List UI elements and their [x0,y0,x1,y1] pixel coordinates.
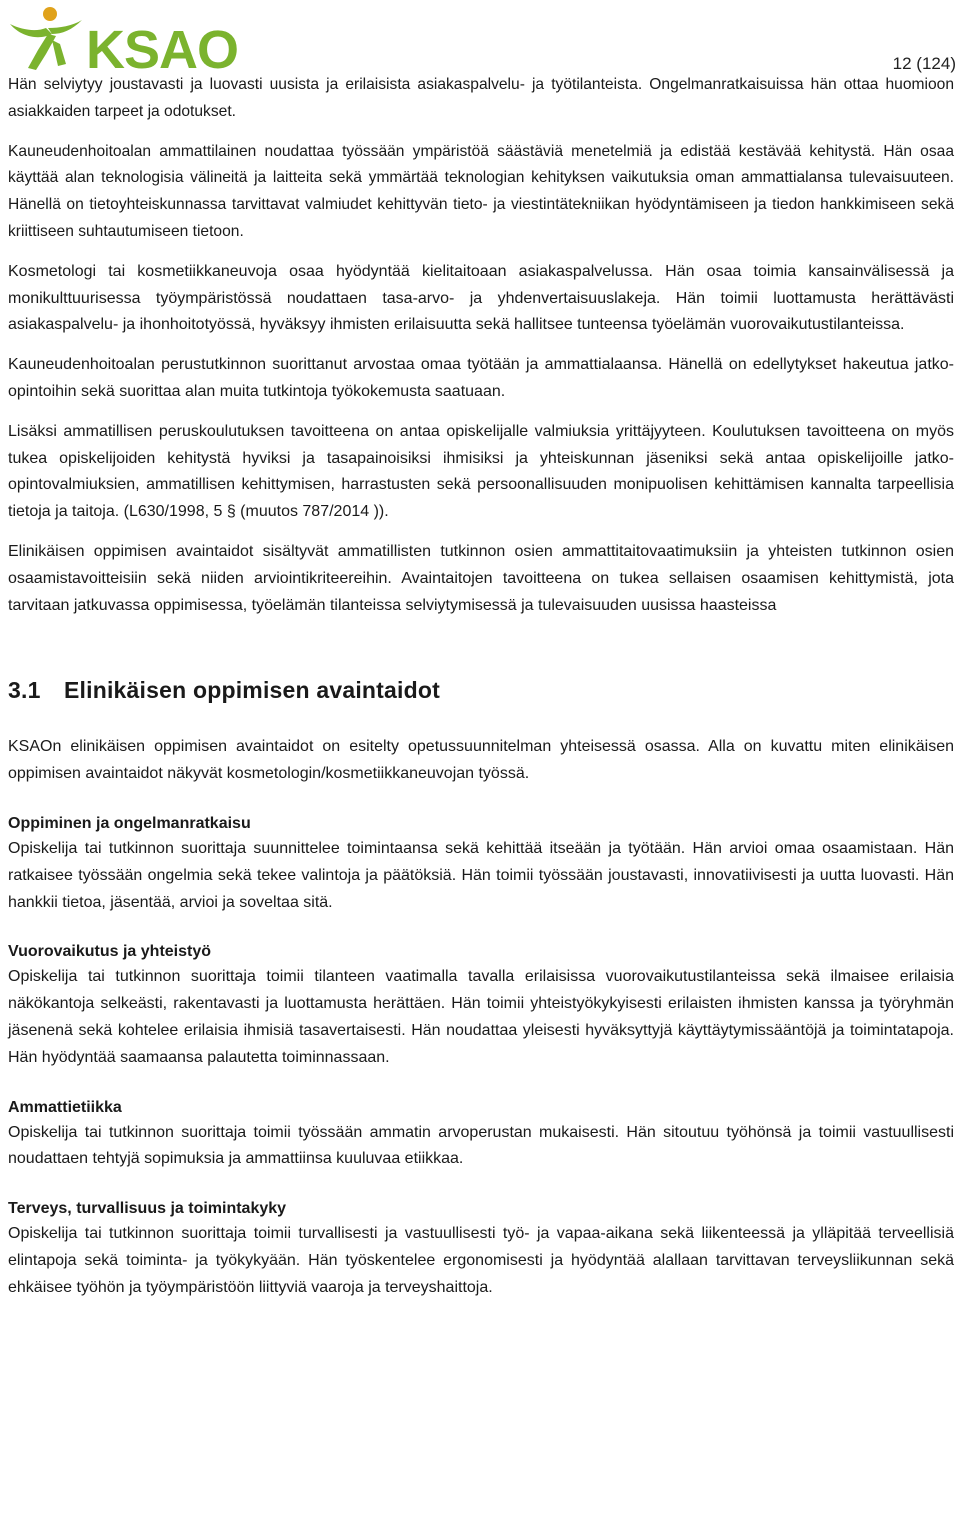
subsection-title: Terveys, turvallisuus ja toimintakyky [8,1200,287,1218]
subsection-title: Ammattietiikka [8,1098,122,1116]
paragraph: Elinikäisen oppimisen avaintaidot sisältyvät ammatillisten tutkinnon osien ammattitaitovaatimuksiin ja yhteisten tutkinnon osien osaamistavoitteisiin sekä niiden arviointikriteereihin. Avaintaitojen tavoitteena on tukea sellaisen osaamisen kehittymistä, jota tarvitaan jatkuvassa oppimisessa, työelämän tilanteissa selviytymisessä ja tulevaisuuden uusissa haasteissa [8,542,954,614]
logo-wordmark: KSAO [86,20,239,72]
paragraph: Hän selviytyy joustavasti ja luovasti uusista ja erilaisista asiakaspalvelu- ja työtilanteista. Ongelmanratkaisuissa hän ottaa huomioon asiakkaiden tarpeet ja odotukset. [8,76,954,120]
paragraph: Lisäksi ammatillisen peruskoulutuksen tavoitteena on antaa opiskelijalle valmiuksia yrittäjyyteen. Koulutuksen tavoitteena on myös tukea opiskelijoiden kehitystä hyviksi ja tasapainoisiksi ihmisiksi ja yhteiskunnan jäseniksi sekä antaa opiskelijoille jatko-opintovalmiuksien, ammatillisen kehittymisen, harrastusten sekä persoonallisuuden monipuolisen kehittämisen kannalta tarpeellisia tietoja ja taitoja. (L630/1998, 5 § (muutos 787/2014 )). [8,422,954,521]
paragraph: Kauneudenhoitoalan ammattilainen noudattaa työssään ympäristöä säästäviä menetelmiä ja edistää kestävää kehitystä. Hän osaa käyttää alan teknologisia välineitä ja laitteita sekä ymmärtää teknologian kehityksen vaikutuksia oman ammattialansa tulevaisuuteen. Hänellä on tietoyhteiskunnassa tarvittavat valmiudet kehittyvän tieto- ja viestintätekniikan hyödyntämiseen ja tiedon hankkimiseen sekä kriittiseen suhtautumiseen tietoon. [8,142,954,240]
document-body [8,72,954,1302]
subsection-title: Oppiminen ja ongelmanratkaisu [8,814,251,832]
paragraph: Kosmetologi tai kosmetiikkaneuvoja osaa hyödyntää kielitaitoaan asiakaspalvelussa. Hän osaa toimia kansainvälisessä ja monikulttuurisessa työympäristössä noudattaen tasa-arvo- ja yhdenvertaisuuslakeja. Hän toimii luottamusta herättävästi asiakaspalvelu- ja ihonhoitotyössä, hyväksyy ihmisten erilaisuutta sekä hallitsee tunteensa työelämän vuorovaikutustilanteissa. [8,262,954,334]
subsection-text: Opiskelija tai tutkinnon suorittaja toimii turvallisesti ja vastuullisesti työ- ja vapaa-aikana sekä liikenteessä ja ylläpitää terveellisiä elintapoja sekä toiminta- ja työkykyään. Hän työskentelee ergonomisesti ja hyödyntää alallaan tarvittavan terveysliikunnan sekä ehkäisee työhön ja työympäristöön liittyviä vaaroja ja terveyshaittoja. [8,1225,954,1296]
subsection-text: Opiskelija tai tutkinnon suorittaja toimii tilanteen vaatimalla tavalla erilaisissa vuorovaikutustilanteissa sekä ilmaisee erilaisia näkökantoja selkeästi, rakentavasti ja luottamusta herättäen. Hän toimii yhteistyökykyisesti erilaisten ihmisten kanssa ja työryhmän jäsenenä sekä kohtelee erilaisia ihmisiä tasavertaisesti. Hän noudattaa yleisesti hyväksyttyjä käyttäytymissääntöjä ja toimintatapoja. Hän hyödyntää saamaansa palautetta toiminnassaan. [8,968,954,1066]
subsection-text: Opiskelija tai tutkinnon suorittaja suunnittelee toimintaansa sekä kehittää itseään ja työtään. Hän arvioi omaa osaamistaan. Hän ratkaisee työssään ongelmia sekä tekee valintoja ja päätöksiä. Hän toimii työssään joustavasti, innovatiivisesti ja uutta luovasti. Hän hankkii tietoa, jäsentää, arvioi ja soveltaa sitä. [8,839,954,911]
subsection-title: Vuorovaikutus ja yhteistyö [8,943,212,961]
paragraph: Kauneudenhoitoalan perustutkinnon suorittanut arvostaa omaa työtään ja ammattialaansa. Hänellä on edellytykset hakeutua jatko-opintoihin sekä suorittaa alan muita tutkintoja työkokemusta saatuaan. [8,356,954,400]
subsection-text: Opiskelija tai tutkinnon suorittaja toimii työssään ammatin arvoperustan mukaisesti. Hän sitoutuu työhönsä ja toimii vastuullisesti noudattaen tehtyjä sopimuksia ja ammattiinsa kuuluvaa etiikkaa. [8,1123,954,1168]
logo-figure-icon [10,7,82,70]
section-heading [8,677,954,704]
ksao-logo [6,4,250,72]
page-number: 12 (124) [892,54,956,73]
section-title: Elinikäisen oppimisen avaintaidot [64,677,440,704]
intro-section [8,72,954,246]
section-lead: KSAOn elinikäisen oppimisen avaintaidot on esitelty opetussuunnitelman yhteisessä osassa. Alla on kuvattu miten elinikäisen oppimisen avaintaidot näkyvät kosmetologin/kosmetiikkaneuvojan työssä. [8,738,954,783]
section-number: 3.1 [8,677,41,704]
